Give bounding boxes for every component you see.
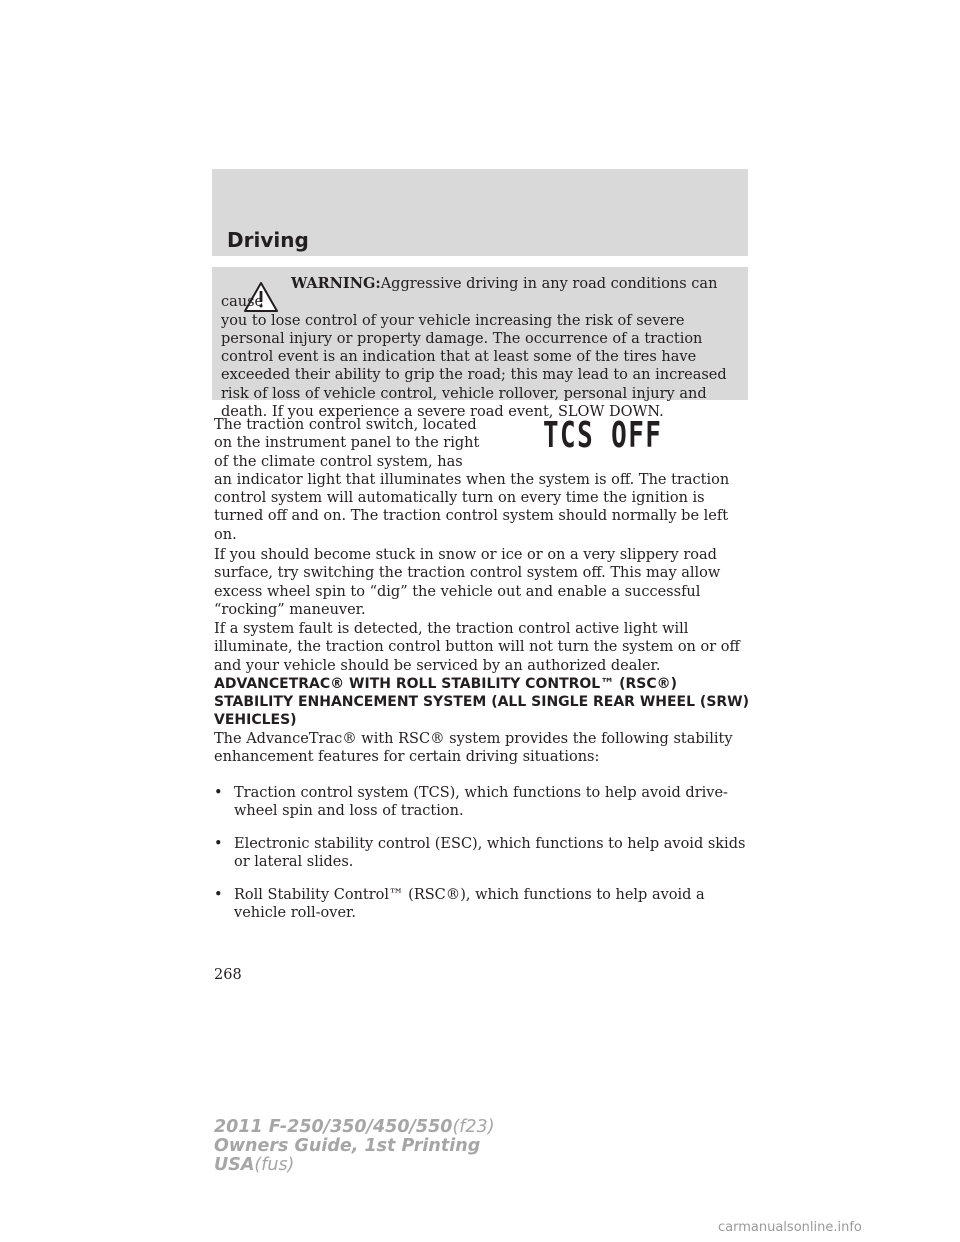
bullet-icon: • bbox=[214, 785, 223, 801]
tcs-off-indicator: TCS OFF bbox=[543, 415, 663, 456]
advancetrac-heading: ADVANCETRAC® WITH ROLL STABILITY CONTROL™ (RSC®) STABILITY ENHANCEMENT SYSTEM (ALL SINGLE REAR WHEEL (SRW) VEHICLES) bbox=[214, 676, 750, 728]
watermark-link[interactable]: carmanualsonline.info bbox=[718, 1220, 862, 1235]
warning-label: WARNING: bbox=[291, 275, 381, 292]
footer-guide: Owners Guide, 1st Printing bbox=[214, 1136, 481, 1156]
warning-text-first: Aggressive driving in any road conditions can cause bbox=[221, 276, 718, 311]
traction-switch-paragraph: The traction control switch, located on the instrument panel to the right of the climate control system, has an indicator light that illuminates when the system is off. The traction control system will automatically turn on every time the ignition is turned off and on. The traction control system should normally be left on. bbox=[214, 417, 730, 543]
bullet-icon: • bbox=[214, 887, 223, 904]
footer-region-code: (fus) bbox=[254, 1155, 295, 1175]
section-title: Driving bbox=[227, 228, 309, 252]
stuck-paragraph: If you should become stuck in snow or ice or on a very slippery road surface, try switching the traction control system off. This may allow excess wheel spin to “dig” the vehicle out and enable a successful “rocking” maneuver. bbox=[214, 547, 721, 618]
fault-paragraph: If a system fault is detected, the traction control active light will illuminate, the traction control button will not turn the system on or off and your vehicle should be serviced by an authorized dealer. bbox=[214, 621, 740, 674]
footer-model-code: (f23) bbox=[452, 1117, 495, 1137]
bullet-icon: • bbox=[214, 836, 223, 853]
advancetrac-intro: The AdvanceTrac® with RSC® system provides the following stability enhancement features for certain driving situations: bbox=[214, 731, 733, 766]
page-number: 268 bbox=[214, 967, 242, 983]
list-item: • Traction control system (TCS), which functions to help avoid drive-wheel spin and loss of traction. bbox=[214, 785, 728, 820]
feature-list bbox=[214, 784, 754, 937]
warning-text-rest: you to lose control of your vehicle increasing the risk of severe personal injury or property damage. The occurrence of a traction control event is an indication that at least some of the tires have exceeded their ability to grip the road; this may lead to an increased risk of loss of vehicle control, vehicle rollover, personal injury and death. If you experience a severe road event, SLOW DOWN. bbox=[221, 312, 727, 421]
list-item: • Roll Stability Control™ (RSC®), which functions to help avoid a vehicle roll-over. bbox=[214, 887, 705, 922]
list-item: • Electronic stability control (ESC), which functions to help avoid skids or lateral slides. bbox=[214, 836, 746, 871]
print-footer bbox=[214, 1118, 495, 1175]
footer-region: USA bbox=[214, 1155, 255, 1175]
footer-model: 2011 F-250/350/450/550 bbox=[214, 1117, 453, 1137]
warning-text bbox=[221, 275, 741, 421]
